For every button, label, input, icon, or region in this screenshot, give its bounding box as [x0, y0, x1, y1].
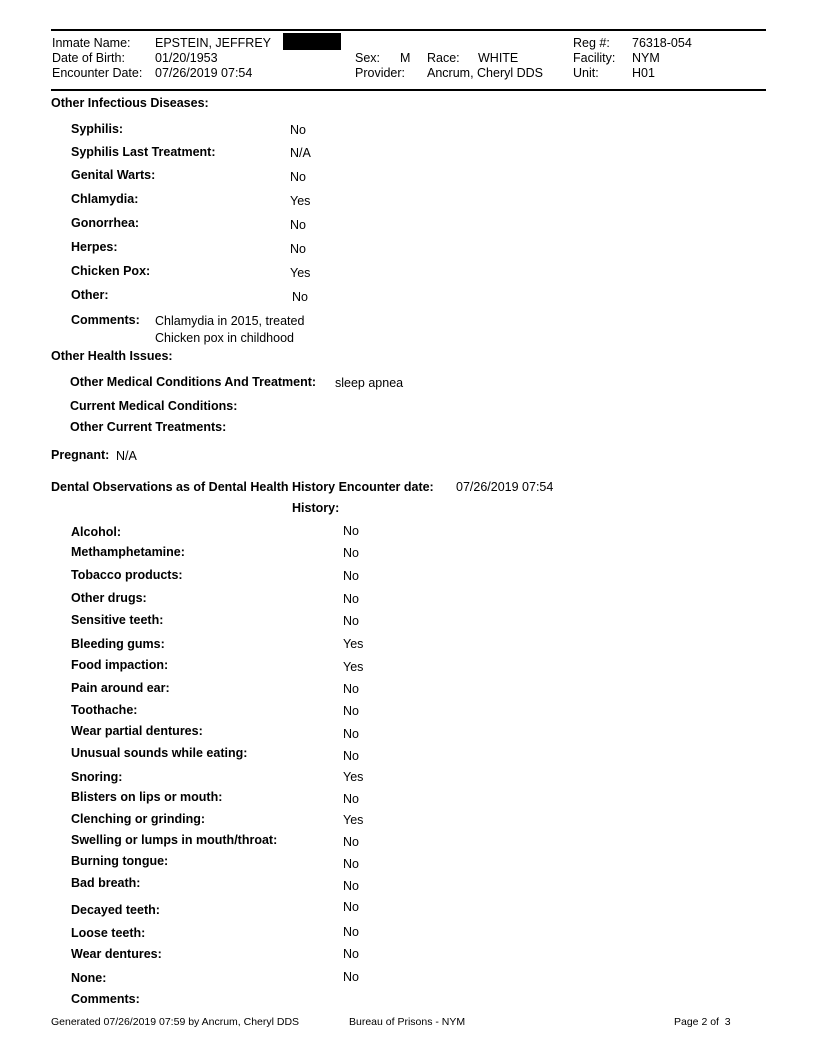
infectious-comments-label: Comments:	[71, 313, 140, 327]
dental-label: Bleeding gums:	[71, 637, 165, 651]
dental-value: No	[343, 947, 359, 961]
provider-value: Ancrum, Cheryl DDS	[427, 66, 543, 80]
dental-value: No	[343, 569, 359, 583]
redaction-box	[283, 33, 341, 50]
dental-title: Dental Observations as of Dental Health History Encounter date:	[51, 480, 434, 494]
dental-label: Sensitive teeth:	[71, 613, 164, 627]
dental-label: Tobacco products:	[71, 568, 183, 582]
infectious-value: N/A	[290, 146, 311, 160]
infectious-label: Genital Warts:	[71, 168, 156, 182]
infectious-label: Gonorrhea:	[71, 216, 140, 230]
infectious-label: Syphilis:	[71, 122, 124, 136]
dental-label: Food impaction:	[71, 658, 169, 672]
dental-date: 07/26/2019 07:54	[456, 480, 554, 494]
dental-label: Other drugs:	[71, 591, 147, 605]
encounter-date-value: 07/26/2019 07:54	[155, 66, 253, 80]
dental-value: No	[343, 704, 359, 718]
infectious-title: Other Infectious Diseases:	[51, 96, 209, 110]
dental-label: Pain around ear:	[71, 681, 170, 695]
dental-value: No	[343, 546, 359, 560]
dental-value: No	[343, 592, 359, 606]
other-conditions-label: Other Medical Conditions And Treatment:	[70, 375, 317, 389]
dental-label: Swelling or lumps in mouth/throat:	[71, 833, 278, 847]
footer-page: Page 2 of 3	[674, 1016, 731, 1028]
infectious-value: Yes	[290, 266, 311, 280]
header-bottom-rule	[51, 89, 766, 91]
header-top-rule	[51, 29, 766, 31]
infectious-label: Syphilis Last Treatment:	[71, 145, 216, 159]
dental-label: Burning tongue:	[71, 854, 169, 868]
history-label: History:	[292, 501, 340, 515]
inmate-name-value: EPSTEIN, JEFFREY	[155, 36, 271, 50]
race-label: Race:	[427, 51, 460, 65]
dental-value: No	[343, 682, 359, 696]
infectious-value: No	[290, 170, 306, 184]
dob-label: Date of Birth:	[52, 51, 125, 65]
dental-label: None:	[71, 971, 107, 985]
reg-value: 76318-054	[632, 36, 692, 50]
pregnant-label: Pregnant:	[51, 448, 110, 462]
dental-label: Snoring:	[71, 770, 123, 784]
infectious-value: No	[292, 290, 308, 304]
dental-label: Unusual sounds while eating:	[71, 746, 248, 760]
facility-label: Facility:	[573, 51, 616, 65]
dental-value: Yes	[343, 770, 364, 784]
infectious-value: No	[290, 123, 306, 137]
footer-bureau: Bureau of Prisons - NYM	[349, 1016, 466, 1028]
other-treatments-label: Other Current Treatments:	[70, 420, 227, 434]
infectious-value: Yes	[290, 194, 311, 208]
dental-value: Yes	[343, 637, 364, 651]
current-conditions-label: Current Medical Conditions:	[70, 399, 238, 413]
race-value: WHITE	[478, 51, 519, 65]
provider-label: Provider:	[355, 66, 406, 80]
sex-value: M	[400, 51, 411, 65]
dental-value: Yes	[343, 660, 364, 674]
dental-value: No	[343, 835, 359, 849]
dental-label: Loose teeth:	[71, 926, 146, 940]
dental-value: No	[343, 727, 359, 741]
reg-label: Reg #:	[573, 36, 610, 50]
inmate-name-label: Inmate Name:	[52, 36, 131, 50]
dental-label: Clenching or grinding:	[71, 812, 206, 826]
footer-generated: Generated 07/26/2019 07:59 by Ancrum, Cheryl DDS	[51, 1016, 300, 1028]
dental-value: No	[343, 524, 359, 538]
dental-value: No	[343, 857, 359, 871]
dental-label: Wear partial dentures:	[71, 724, 203, 738]
encounter-date-label: Encounter Date:	[52, 66, 143, 80]
unit-label: Unit:	[573, 66, 599, 80]
infectious-label: Chlamydia:	[71, 192, 139, 206]
infectious-label: Other:	[71, 288, 109, 302]
facility-value: NYM	[632, 51, 660, 65]
infectious-comments-line2: Chicken pox in childhood	[155, 331, 294, 345]
dental-value: No	[343, 970, 359, 984]
pregnant-value: N/A	[116, 449, 137, 463]
dental-comments-label: Comments:	[71, 992, 140, 1006]
dob-value: 01/20/1953	[155, 51, 218, 65]
dental-value: No	[343, 792, 359, 806]
dental-label: Toothache:	[71, 703, 138, 717]
dental-value: No	[343, 614, 359, 628]
dental-value: No	[343, 749, 359, 763]
dental-value: No	[343, 900, 359, 914]
dental-value: No	[343, 925, 359, 939]
infectious-label: Herpes:	[71, 240, 118, 254]
dental-value: Yes	[343, 813, 364, 827]
sex-label: Sex:	[355, 51, 381, 65]
infectious-value: No	[290, 218, 306, 232]
infectious-label: Chicken Pox:	[71, 264, 151, 278]
dental-label: Wear dentures:	[71, 947, 162, 961]
unit-value: H01	[632, 66, 655, 80]
other-conditions-value: sleep apnea	[335, 376, 404, 390]
dental-label: Bad breath:	[71, 876, 141, 890]
dental-label: Alcohol:	[71, 525, 121, 539]
infectious-value: No	[290, 242, 306, 256]
dental-label: Blisters on lips or mouth:	[71, 790, 223, 804]
dental-value: No	[343, 879, 359, 893]
dental-label: Methamphetamine:	[71, 545, 185, 559]
infectious-comments-line1: Chlamydia in 2015, treated	[155, 314, 305, 328]
health-title: Other Health Issues:	[51, 349, 173, 363]
dental-label: Decayed teeth:	[71, 903, 160, 917]
